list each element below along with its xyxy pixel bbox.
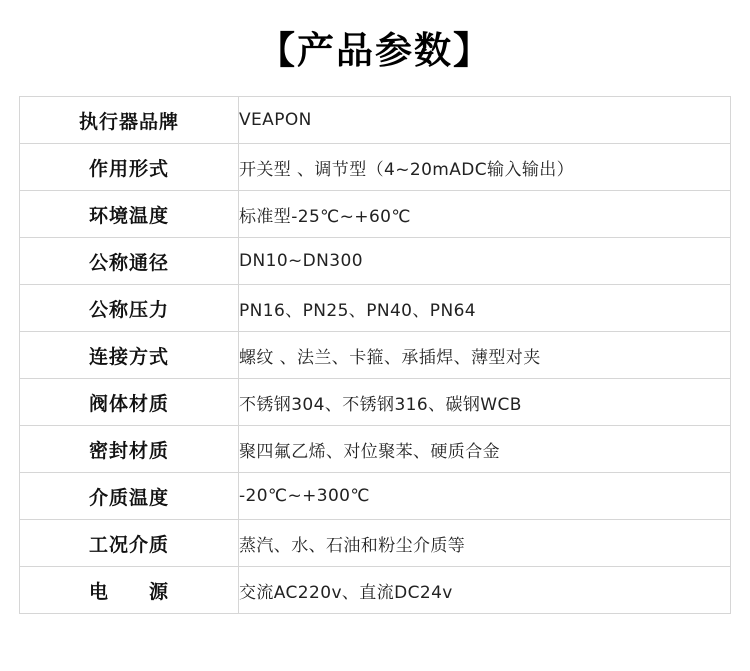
spec-value: 螺纹 、法兰、卡箍、承插焊、薄型对夹 — [239, 332, 731, 379]
spec-value: 开关型 、调节型（4~20mADC输入输出） — [239, 144, 731, 191]
table-row — [20, 97, 731, 144]
table-row — [20, 144, 731, 191]
spec-value: DN10~DN300 — [239, 238, 731, 285]
spec-label: 介质温度 — [20, 473, 239, 520]
table-row — [20, 285, 731, 332]
spec-label: 连接方式 — [20, 332, 239, 379]
table-row — [20, 191, 731, 238]
table-row — [20, 379, 731, 426]
table-row — [20, 332, 731, 379]
spec-value: PN16、PN25、PN40、PN64 — [239, 285, 731, 332]
spec-value: 聚四氟乙烯、对位聚苯、硬质合金 — [239, 426, 731, 473]
spec-label: 执行器品牌 — [20, 97, 239, 144]
spec-label: 环境温度 — [20, 191, 239, 238]
spec-label: 公称通径 — [20, 238, 239, 285]
table-row — [20, 567, 731, 614]
spec-label: 作用形式 — [20, 144, 239, 191]
spec-label: 密封材质 — [20, 426, 239, 473]
spec-value: 交流AC220v、直流DC24v — [239, 567, 731, 614]
table-row — [20, 238, 731, 285]
spec-label: 公称压力 — [20, 285, 239, 332]
spec-label: 电 源 — [20, 567, 239, 614]
table-row — [20, 426, 731, 473]
page-title: 【产品参数】 — [258, 29, 492, 72]
spec-value: -20℃~+300℃ — [239, 473, 731, 520]
spec-value: 标准型-25℃~+60℃ — [239, 191, 731, 238]
spec-label: 工况介质 — [20, 520, 239, 567]
spec-label: 阀体材质 — [20, 379, 239, 426]
table-row — [20, 520, 731, 567]
spec-value: 蒸汽、水、石油和粉尘介质等 — [239, 520, 731, 567]
spec-value: 不锈钢304、不锈钢316、碳钢WCB — [239, 379, 731, 426]
table-row — [20, 473, 731, 520]
specifications-table — [19, 96, 731, 614]
spec-value: VEAPON — [239, 97, 731, 144]
